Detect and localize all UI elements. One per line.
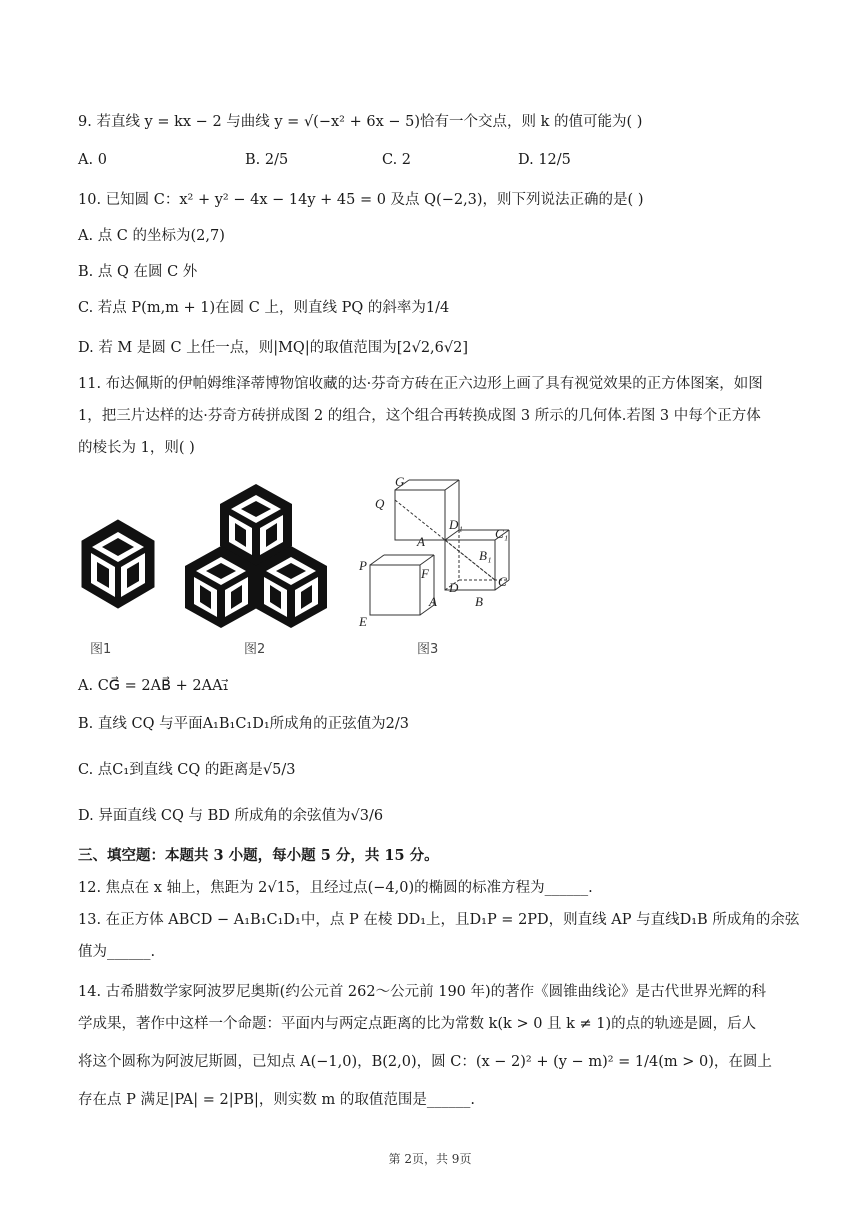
q14-line2: 学成果，著作中这样一个命题：平面内与两定点距离的比为常数 k(k > 0 且 k ≠ 1)的点的轨迹是圆，后人 bbox=[78, 1016, 757, 1032]
figure-3-caption: 图3 bbox=[417, 642, 439, 657]
figure-2-caption: 图2 bbox=[244, 642, 266, 657]
q13-line2: 值为______. bbox=[78, 944, 156, 960]
q14-line3: 将这个圆称为阿波尼斯圆，已知点 A(−1,0)，B(2,0)，圆 C：(x − 2)² + (y − m)² = 1/4(m > 0)，在圆上 bbox=[78, 1054, 772, 1070]
figure-2-three-cubes bbox=[183, 482, 328, 632]
q10-option-d: D. 若 M 是圆 C 上任一点，则|MQ|的取值范围为[2√2,6√2] bbox=[78, 340, 469, 356]
q11-stem-line1: 11. 布达佩斯的伊帕姆维泽蒂博物馆收藏的达·芬奇方砖在正六边形上画了具有视觉效果的正方体图案，如图 bbox=[78, 376, 763, 392]
figure-3-geometry-solid bbox=[355, 472, 530, 632]
q13-line1: 13. 在正方体 ABCD − A₁B₁C₁D₁中，点 P 在棱 DD₁上，且D₁P = 2PD，则直线 AP 与直线D₁B 所成角的余弦 bbox=[78, 912, 800, 928]
q10-stem: 10. 已知圆 C：x² + y² − 4x − 14y + 45 = 0 及点 Q(−2,3)，则下列说法正确的是( ) bbox=[78, 192, 644, 208]
q9-option-b: B. 2/5 bbox=[245, 152, 289, 168]
fig3-label-a1: A bbox=[417, 534, 425, 549]
q11-stem-line3: 的棱长为 1，则( ) bbox=[78, 440, 195, 456]
q14-line4: 存在点 P 满足|PA| = 2|PB|，则实数 m 的取值范围是______. bbox=[78, 1092, 475, 1108]
q9-option-c: C. 2 bbox=[382, 152, 412, 168]
fig3-label-d1: D₁ bbox=[449, 517, 463, 532]
q10-option-a: A. 点 C 的坐标为(2,7) bbox=[78, 228, 225, 244]
q11-option-d: D. 异面直线 CQ 与 BD 所成角的余弦值为√3/6 bbox=[78, 808, 384, 824]
fig3-label-f: F bbox=[421, 566, 429, 581]
fig3-label-g: G bbox=[395, 474, 405, 489]
q11-stem-line2: 1，把三片达样的达·芬奇方砖拼成图 2 的组合，这个组合再转换成图 3 所示的几何体.若图 3 中每个正方体 bbox=[78, 408, 761, 424]
fig3-label-c1: C₁ bbox=[495, 526, 509, 541]
q9-option-a: A. 0 bbox=[78, 152, 107, 168]
fig3-label-q: Q bbox=[375, 496, 385, 511]
figure-1-illusion-cube bbox=[78, 518, 158, 610]
section-3-heading: 三、填空题：本题共 3 小题，每小题 5 分，共 15 分。 bbox=[78, 847, 439, 864]
fig3-label-b: B bbox=[475, 594, 483, 609]
figure-1-caption: 图1 bbox=[90, 642, 112, 657]
q10-option-b: B. 点 Q 在圆 C 外 bbox=[78, 264, 198, 280]
fig3-label-c: C bbox=[498, 574, 507, 589]
fig3-label-d: D bbox=[449, 580, 459, 595]
q9-option-d: D. 12/5 bbox=[518, 152, 571, 168]
q11-option-c: C. 点C₁到直线 CQ 的距离是√5/3 bbox=[78, 762, 296, 778]
q14-line1: 14. 古希腊数学家阿波罗尼奥斯(约公元首 262～公元前 190 年)的著作《圆锥曲线论》是古代世界光辉的科 bbox=[78, 984, 767, 1000]
fig3-label-a: A bbox=[429, 594, 437, 609]
fig3-label-e: E bbox=[359, 614, 367, 629]
q11-option-a: A. CG⃗ = 2AB⃗ + 2AA₁⃗ bbox=[78, 678, 229, 694]
q10-option-c: C. 若点 P(m,m + 1)在圆 C 上，则直线 PQ 的斜率为1/4 bbox=[78, 300, 450, 316]
fig3-label-b1: B₁ bbox=[479, 548, 492, 563]
q9-stem: 9. 若直线 y = kx − 2 与曲线 y = √(−x² + 6x − 5)恰有一个交点，则 k 的值可能为( ) bbox=[78, 114, 643, 130]
fig3-label-p: P bbox=[359, 558, 367, 573]
q12-stem: 12. 焦点在 x 轴上，焦距为 2√15，且经过点(−4,0)的椭圆的标准方程为______. bbox=[78, 880, 593, 896]
q11-option-b: B. 直线 CQ 与平面A₁B₁C₁D₁所成角的正弦值为2/3 bbox=[78, 716, 410, 732]
page-footer: 第 2页，共 9页 bbox=[388, 1152, 472, 1166]
